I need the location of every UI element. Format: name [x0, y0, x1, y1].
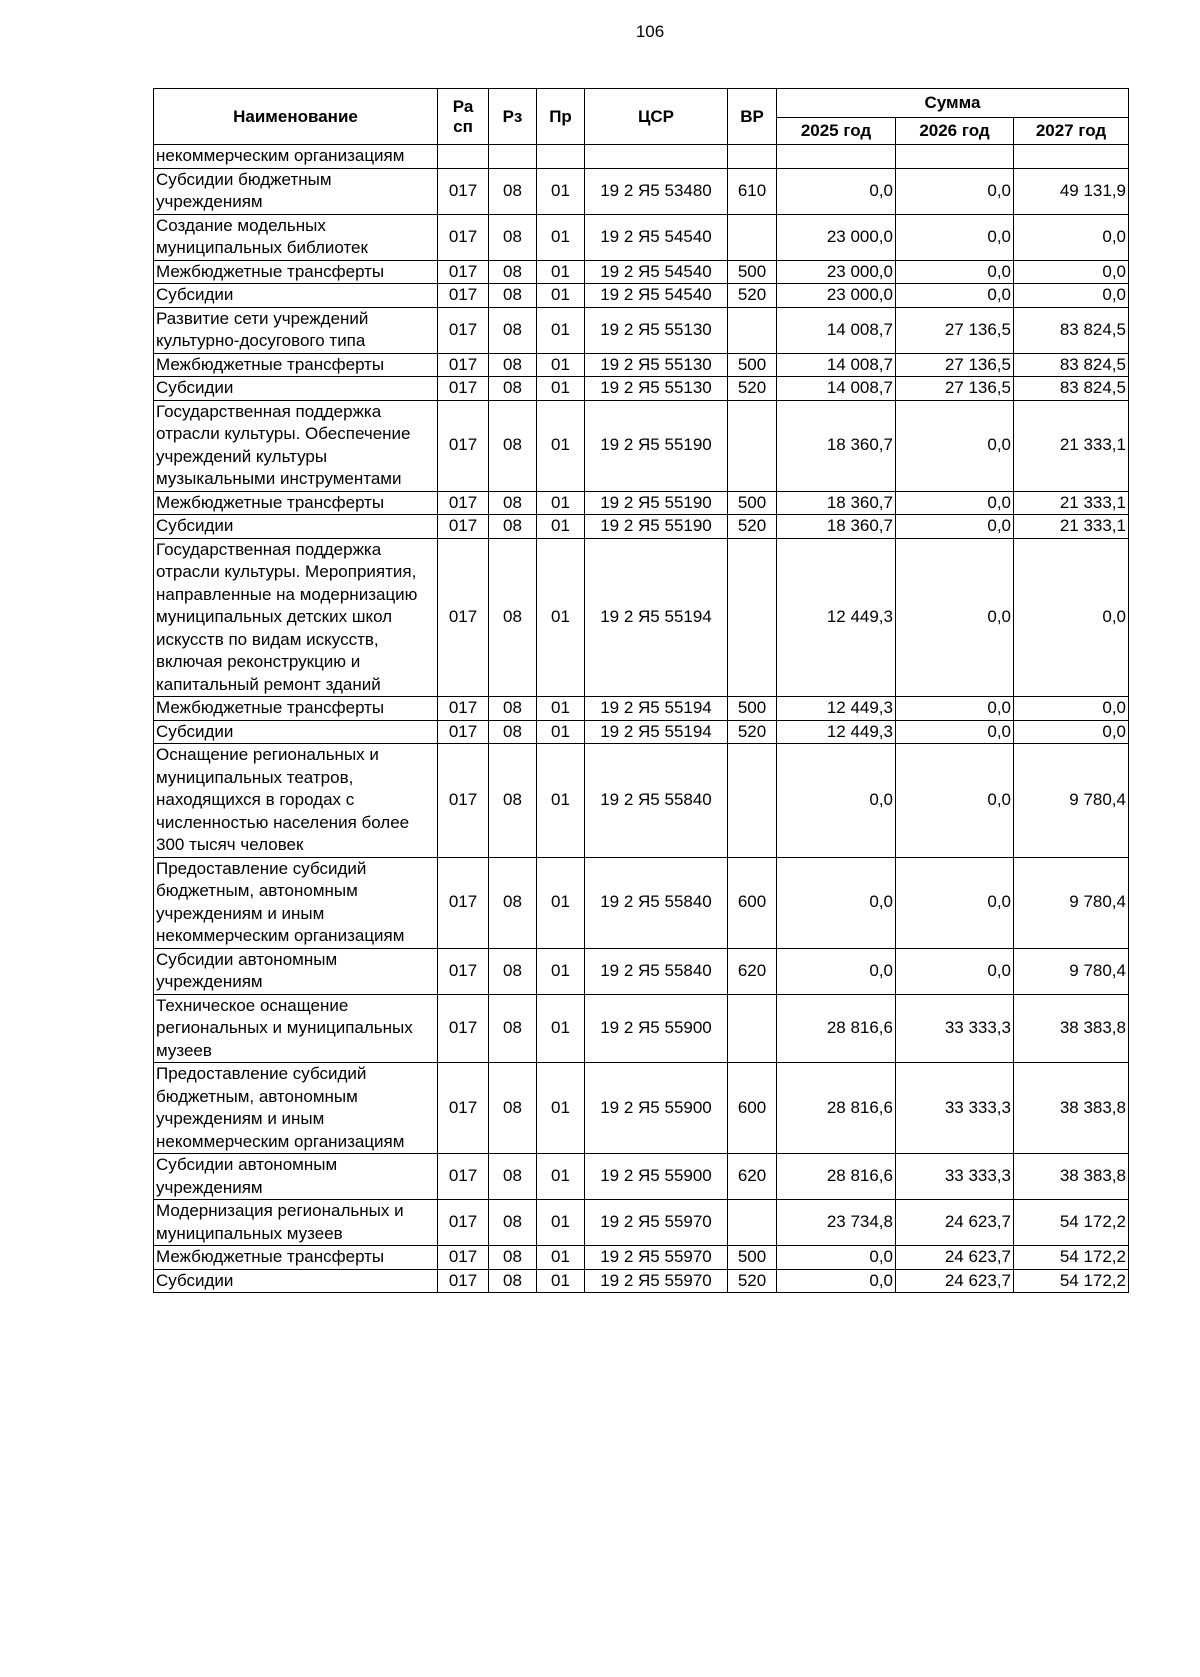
row-pr: 01 [537, 168, 585, 214]
row-rasp: 017 [438, 744, 489, 858]
row-name: Межбюджетные трансферты [154, 353, 438, 377]
row-sum-2027: 0,0 [1014, 260, 1129, 284]
row-sum-2025 [777, 145, 896, 169]
row-pr: 01 [537, 538, 585, 697]
row-rz: 08 [489, 857, 537, 948]
row-vr [728, 214, 777, 260]
row-csr: 19 2 Я5 55190 [585, 491, 728, 515]
table-row [154, 720, 1129, 744]
row-vr: 500 [728, 260, 777, 284]
row-pr: 01 [537, 260, 585, 284]
row-sum-2026: 24 623,7 [896, 1269, 1014, 1293]
row-sum-2025: 18 360,7 [777, 515, 896, 539]
row-vr: 520 [728, 284, 777, 308]
row-pr: 01 [537, 214, 585, 260]
row-csr: 19 2 Я5 55900 [585, 1063, 728, 1154]
row-rasp: 017 [438, 1269, 489, 1293]
table-row [154, 284, 1129, 308]
row-sum-2025: 12 449,3 [777, 538, 896, 697]
row-vr [728, 1200, 777, 1246]
row-sum-2025: 28 816,6 [777, 994, 896, 1063]
row-sum-2025: 28 816,6 [777, 1063, 896, 1154]
table-header [154, 89, 1129, 145]
row-name: Техническое оснащение региональных и муниципальных музеев [154, 994, 438, 1063]
table-row [154, 168, 1129, 214]
table-row [154, 145, 1129, 169]
row-vr [728, 145, 777, 169]
row-sum-2026 [896, 145, 1014, 169]
row-name: Субсидии автономным учреждениям [154, 1154, 438, 1200]
row-sum-2026: 0,0 [896, 697, 1014, 721]
row-rz: 08 [489, 994, 537, 1063]
row-pr: 01 [537, 857, 585, 948]
row-sum-2026: 0,0 [896, 214, 1014, 260]
row-rz: 08 [489, 1269, 537, 1293]
row-rz: 08 [489, 168, 537, 214]
row-pr: 01 [537, 377, 585, 401]
table-row [154, 214, 1129, 260]
row-sum-2027: 21 333,1 [1014, 400, 1129, 491]
row-csr: 19 2 Я5 53480 [585, 168, 728, 214]
row-csr: 19 2 Я5 55840 [585, 857, 728, 948]
header-year-2025: 2025 год [777, 118, 896, 145]
row-rz: 08 [489, 284, 537, 308]
row-rz: 08 [489, 353, 537, 377]
row-rasp: 017 [438, 307, 489, 353]
row-rz: 08 [489, 1154, 537, 1200]
row-name: Субсидии [154, 720, 438, 744]
row-rasp: 017 [438, 491, 489, 515]
row-name: Государственная поддержка отрасли культуры. Обеспечение учреждений культуры музыкальными инструментами [154, 400, 438, 491]
row-vr: 620 [728, 948, 777, 994]
row-name: Оснащение региональных и муниципальных театров, находящихся в городах с численностью населения более 300 тысяч человек [154, 744, 438, 858]
table-row [154, 1246, 1129, 1270]
row-rasp: 017 [438, 948, 489, 994]
row-vr: 520 [728, 1269, 777, 1293]
row-sum-2026: 0,0 [896, 744, 1014, 858]
row-sum-2026: 0,0 [896, 260, 1014, 284]
row-vr: 520 [728, 515, 777, 539]
row-csr: 19 2 Я5 55900 [585, 1154, 728, 1200]
row-pr: 01 [537, 1063, 585, 1154]
row-sum-2025: 23 000,0 [777, 260, 896, 284]
row-vr: 600 [728, 1063, 777, 1154]
row-sum-2027: 38 383,8 [1014, 994, 1129, 1063]
table-body [154, 145, 1129, 1293]
row-pr: 01 [537, 491, 585, 515]
row-sum-2025: 12 449,3 [777, 720, 896, 744]
row-sum-2026: 0,0 [896, 857, 1014, 948]
row-sum-2025: 0,0 [777, 168, 896, 214]
row-sum-2026: 0,0 [896, 948, 1014, 994]
row-vr [728, 744, 777, 858]
row-pr: 01 [537, 353, 585, 377]
table-row [154, 994, 1129, 1063]
row-vr: 610 [728, 168, 777, 214]
row-vr: 500 [728, 697, 777, 721]
row-name: Субсидии [154, 377, 438, 401]
row-rasp: 017 [438, 994, 489, 1063]
header-pr: Пр [537, 89, 585, 145]
row-rasp: 017 [438, 400, 489, 491]
row-sum-2026: 27 136,5 [896, 307, 1014, 353]
header-csr: ЦСР [585, 89, 728, 145]
row-sum-2027: 9 780,4 [1014, 857, 1129, 948]
row-vr [728, 994, 777, 1063]
row-rz: 08 [489, 214, 537, 260]
row-pr: 01 [537, 994, 585, 1063]
row-vr: 520 [728, 377, 777, 401]
row-pr: 01 [537, 400, 585, 491]
row-name: Субсидии бюджетным учреждениям [154, 168, 438, 214]
row-name: Субсидии [154, 1269, 438, 1293]
row-name: Развитие сети учреждений культурно-досугового типа [154, 307, 438, 353]
row-sum-2026: 33 333,3 [896, 994, 1014, 1063]
row-sum-2027: 0,0 [1014, 697, 1129, 721]
row-sum-2027: 83 824,5 [1014, 307, 1129, 353]
row-csr: 19 2 Я5 55970 [585, 1200, 728, 1246]
row-sum-2027: 54 172,2 [1014, 1269, 1129, 1293]
row-name: Межбюджетные трансферты [154, 491, 438, 515]
row-name: Государственная поддержка отрасли культуры. Мероприятия, направленные на модернизацию муниципальных детских школ искусств по видам искусств, включая реконструкцию и капитальный ремонт зданий [154, 538, 438, 697]
table-row [154, 491, 1129, 515]
row-name: Межбюджетные трансферты [154, 260, 438, 284]
row-rz: 08 [489, 491, 537, 515]
row-rasp: 017 [438, 260, 489, 284]
row-csr: 19 2 Я5 55194 [585, 538, 728, 697]
row-rz: 08 [489, 515, 537, 539]
row-rasp [438, 145, 489, 169]
row-sum-2025: 23 734,8 [777, 1200, 896, 1246]
row-csr: 19 2 Я5 55840 [585, 744, 728, 858]
row-rz: 08 [489, 697, 537, 721]
row-name: некоммерческим организациям [154, 145, 438, 169]
table-row [154, 697, 1129, 721]
row-sum-2026: 0,0 [896, 400, 1014, 491]
row-sum-2026: 0,0 [896, 720, 1014, 744]
table-row [154, 400, 1129, 491]
row-sum-2025: 0,0 [777, 1269, 896, 1293]
row-pr: 01 [537, 1154, 585, 1200]
row-pr: 01 [537, 307, 585, 353]
row-rasp: 017 [438, 720, 489, 744]
row-vr [728, 307, 777, 353]
row-name: Межбюджетные трансферты [154, 1246, 438, 1270]
row-sum-2026: 0,0 [896, 168, 1014, 214]
row-pr: 01 [537, 697, 585, 721]
budget-table [153, 88, 1129, 1293]
row-rz: 08 [489, 744, 537, 858]
row-rz [489, 145, 537, 169]
row-sum-2026: 24 623,7 [896, 1200, 1014, 1246]
row-sum-2025: 0,0 [777, 1246, 896, 1270]
row-rz: 08 [489, 948, 537, 994]
row-rasp: 017 [438, 538, 489, 697]
row-name: Модернизация региональных и муниципальных музеев [154, 1200, 438, 1246]
row-csr: 19 2 Я5 55970 [585, 1246, 728, 1270]
table-row [154, 353, 1129, 377]
row-csr: 19 2 Я5 55190 [585, 515, 728, 539]
row-sum-2027: 49 131,9 [1014, 168, 1129, 214]
row-rz: 08 [489, 538, 537, 697]
row-sum-2026: 27 136,5 [896, 377, 1014, 401]
row-rasp: 017 [438, 857, 489, 948]
row-name: Предоставление субсидий бюджетным, автономным учреждениям и иным некоммерческим организациям [154, 857, 438, 948]
header-rasp [438, 89, 489, 145]
row-vr: 600 [728, 857, 777, 948]
row-csr: 19 2 Я5 55900 [585, 994, 728, 1063]
row-vr [728, 400, 777, 491]
row-rz: 08 [489, 377, 537, 401]
row-sum-2025: 0,0 [777, 744, 896, 858]
row-pr: 01 [537, 515, 585, 539]
row-sum-2026: 27 136,5 [896, 353, 1014, 377]
row-rasp: 017 [438, 377, 489, 401]
row-sum-2025: 0,0 [777, 857, 896, 948]
row-rz: 08 [489, 400, 537, 491]
row-name: Субсидии автономным учреждениям [154, 948, 438, 994]
row-vr: 500 [728, 1246, 777, 1270]
table-row [154, 1063, 1129, 1154]
table-row [154, 538, 1129, 697]
row-sum-2027: 38 383,8 [1014, 1063, 1129, 1154]
row-vr: 520 [728, 720, 777, 744]
row-vr: 620 [728, 1154, 777, 1200]
row-rz: 08 [489, 1246, 537, 1270]
row-sum-2025: 23 000,0 [777, 214, 896, 260]
row-sum-2027: 9 780,4 [1014, 948, 1129, 994]
row-sum-2026: 33 333,3 [896, 1063, 1014, 1154]
row-sum-2027: 0,0 [1014, 538, 1129, 697]
row-sum-2027: 83 824,5 [1014, 353, 1129, 377]
row-csr: 19 2 Я5 54540 [585, 260, 728, 284]
header-rasp-line1: Ра [452, 96, 474, 116]
row-name: Субсидии [154, 515, 438, 539]
row-vr: 500 [728, 353, 777, 377]
row-sum-2027: 0,0 [1014, 720, 1129, 744]
row-csr: 19 2 Я5 55194 [585, 697, 728, 721]
row-sum-2027: 83 824,5 [1014, 377, 1129, 401]
table-row [154, 948, 1129, 994]
table-row [154, 1200, 1129, 1246]
row-csr: 19 2 Я5 55130 [585, 307, 728, 353]
row-rasp: 017 [438, 214, 489, 260]
row-rz: 08 [489, 260, 537, 284]
header-summa: Сумма [777, 89, 1129, 118]
row-sum-2026: 24 623,7 [896, 1246, 1014, 1270]
row-pr: 01 [537, 284, 585, 308]
row-sum-2027: 21 333,1 [1014, 491, 1129, 515]
row-csr: 19 2 Я5 54540 [585, 214, 728, 260]
row-pr: 01 [537, 1200, 585, 1246]
table-row [154, 377, 1129, 401]
table-row [154, 1269, 1129, 1293]
row-pr [537, 145, 585, 169]
row-rasp: 017 [438, 353, 489, 377]
row-rasp: 017 [438, 284, 489, 308]
row-rasp: 017 [438, 515, 489, 539]
row-csr: 19 2 Я5 55970 [585, 1269, 728, 1293]
row-sum-2027: 0,0 [1014, 284, 1129, 308]
row-csr: 19 2 Я5 55840 [585, 948, 728, 994]
row-rz: 08 [489, 720, 537, 744]
row-csr: 19 2 Я5 54540 [585, 284, 728, 308]
row-sum-2025: 14 008,7 [777, 353, 896, 377]
table-row [154, 307, 1129, 353]
row-rz: 08 [489, 1063, 537, 1154]
row-sum-2025: 14 008,7 [777, 307, 896, 353]
table-row [154, 857, 1129, 948]
header-rz: Рз [489, 89, 537, 145]
row-rasp: 017 [438, 697, 489, 721]
row-sum-2025: 0,0 [777, 948, 896, 994]
row-sum-2027: 0,0 [1014, 214, 1129, 260]
row-rz: 08 [489, 307, 537, 353]
row-sum-2027: 38 383,8 [1014, 1154, 1129, 1200]
table-row [154, 1154, 1129, 1200]
table-row [154, 515, 1129, 539]
row-sum-2025: 18 360,7 [777, 491, 896, 515]
row-sum-2025: 18 360,7 [777, 400, 896, 491]
row-name: Предоставление субсидий бюджетным, автономным учреждениям и иным некоммерческим организациям [154, 1063, 438, 1154]
row-name: Создание модельных муниципальных библиотек [154, 214, 438, 260]
row-rasp: 017 [438, 1200, 489, 1246]
row-name: Субсидии [154, 284, 438, 308]
row-csr: 19 2 Я5 55130 [585, 353, 728, 377]
row-csr [585, 145, 728, 169]
row-pr: 01 [537, 1246, 585, 1270]
header-rasp-line2: сп [453, 116, 473, 136]
row-pr: 01 [537, 744, 585, 858]
table-row [154, 260, 1129, 284]
row-sum-2025: 12 449,3 [777, 697, 896, 721]
row-rasp: 017 [438, 1063, 489, 1154]
row-name: Межбюджетные трансферты [154, 697, 438, 721]
row-vr [728, 538, 777, 697]
row-sum-2027: 54 172,2 [1014, 1200, 1129, 1246]
header-vr: ВР [728, 89, 777, 145]
row-sum-2026: 0,0 [896, 515, 1014, 539]
row-sum-2026: 0,0 [896, 284, 1014, 308]
row-pr: 01 [537, 1269, 585, 1293]
row-sum-2025: 28 816,6 [777, 1154, 896, 1200]
header-year-2026: 2026 год [896, 118, 1014, 145]
row-pr: 01 [537, 948, 585, 994]
row-rz: 08 [489, 1200, 537, 1246]
row-sum-2026: 0,0 [896, 538, 1014, 697]
row-csr: 19 2 Я5 55194 [585, 720, 728, 744]
table-row [154, 744, 1129, 858]
row-vr: 500 [728, 491, 777, 515]
row-sum-2027: 54 172,2 [1014, 1246, 1129, 1270]
row-sum-2025: 14 008,7 [777, 377, 896, 401]
row-pr: 01 [537, 720, 585, 744]
row-sum-2026: 33 333,3 [896, 1154, 1014, 1200]
row-csr: 19 2 Я5 55190 [585, 400, 728, 491]
header-year-2027: 2027 год [1014, 118, 1129, 145]
row-csr: 19 2 Я5 55130 [585, 377, 728, 401]
row-rasp: 017 [438, 168, 489, 214]
row-sum-2027: 9 780,4 [1014, 744, 1129, 858]
header-name: Наименование [154, 89, 438, 145]
row-sum-2027: 21 333,1 [1014, 515, 1129, 539]
row-rasp: 017 [438, 1246, 489, 1270]
row-sum-2027 [1014, 145, 1129, 169]
row-sum-2026: 0,0 [896, 491, 1014, 515]
row-sum-2025: 23 000,0 [777, 284, 896, 308]
row-rasp: 017 [438, 1154, 489, 1200]
page-number: 106 [635, 22, 665, 41]
